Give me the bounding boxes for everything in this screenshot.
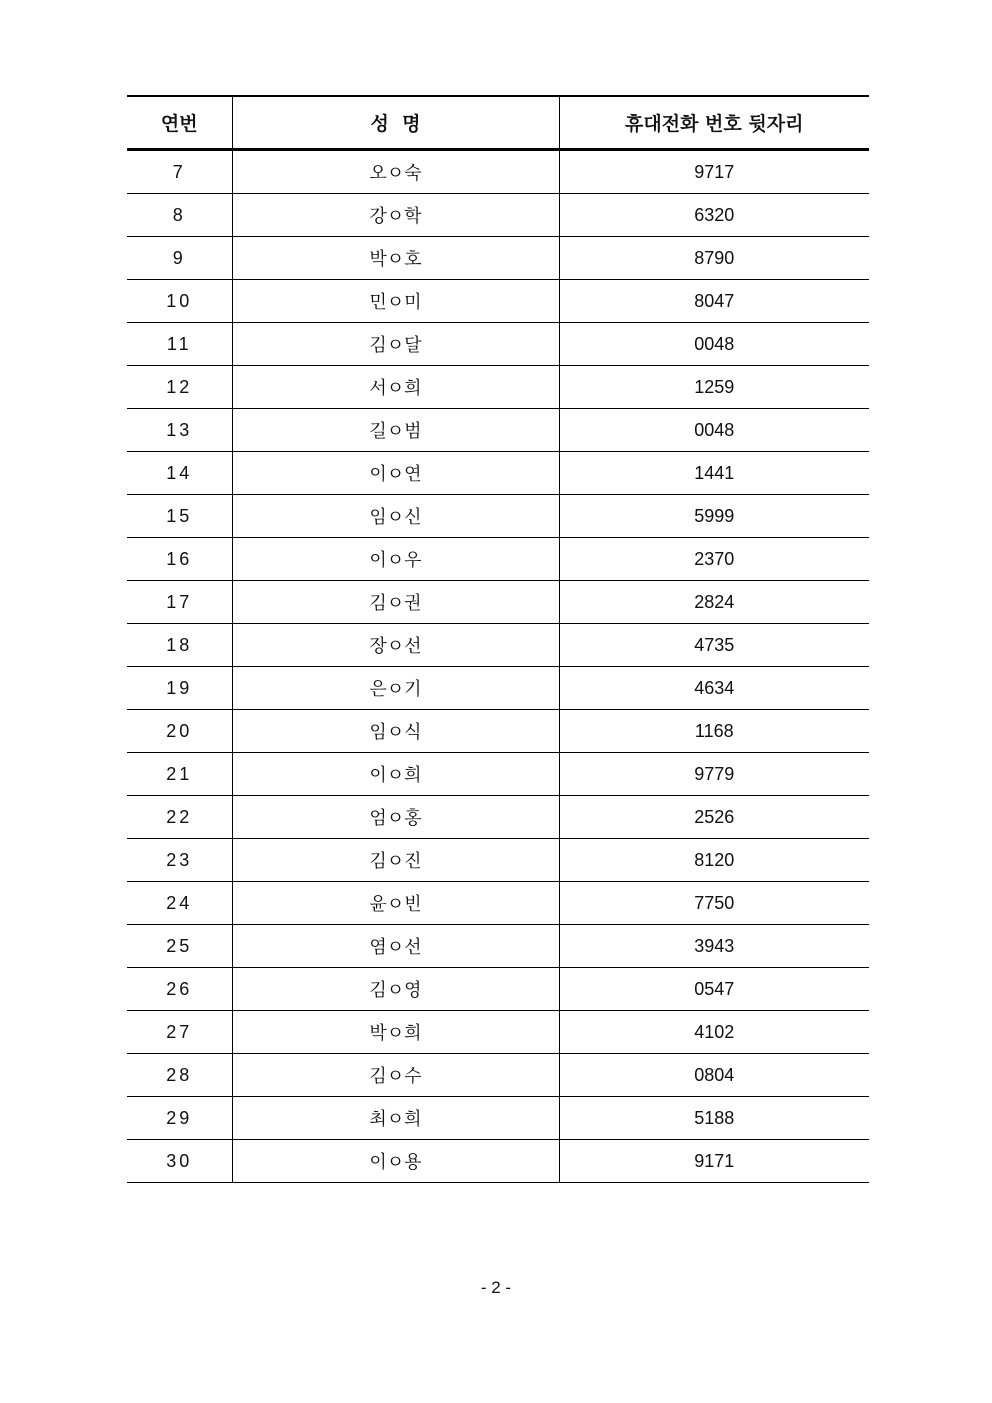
table-row xyxy=(127,409,869,452)
name-cell: 최ㅇ희 xyxy=(232,1097,559,1140)
table-row xyxy=(127,495,869,538)
table-row xyxy=(127,753,869,796)
serial-number-cell: 20 xyxy=(127,710,232,753)
serial-number-cell: 29 xyxy=(127,1097,232,1140)
serial-number-cell: 7 xyxy=(127,150,232,194)
phone-last-digits-cell: 5188 xyxy=(559,1097,869,1140)
phone-last-digits-cell: 8047 xyxy=(559,280,869,323)
phone-last-digits-cell: 4735 xyxy=(559,624,869,667)
name-cell: 김ㅇ달 xyxy=(232,323,559,366)
phone-last-digits-cell: 2824 xyxy=(559,581,869,624)
table-row xyxy=(127,237,869,280)
table-row xyxy=(127,839,869,882)
header-phone-last-digits: 휴대전화 번호 뒷자리 xyxy=(559,96,869,150)
serial-number-cell: 18 xyxy=(127,624,232,667)
name-cell: 박ㅇ희 xyxy=(232,1011,559,1054)
table-row xyxy=(127,323,869,366)
serial-number-cell: 12 xyxy=(127,366,232,409)
name-cell: 임ㅇ신 xyxy=(232,495,559,538)
table-row xyxy=(127,452,869,495)
table-row xyxy=(127,710,869,753)
name-cell: 장ㅇ선 xyxy=(232,624,559,667)
serial-number-cell: 11 xyxy=(127,323,232,366)
phone-last-digits-cell: 6320 xyxy=(559,194,869,237)
table-row xyxy=(127,194,869,237)
phone-last-digits-cell: 0048 xyxy=(559,409,869,452)
table-row xyxy=(127,624,869,667)
phone-last-digits-cell: 2526 xyxy=(559,796,869,839)
table-row xyxy=(127,796,869,839)
name-cell: 김ㅇ진 xyxy=(232,839,559,882)
table-header-row xyxy=(127,96,869,150)
serial-number-cell: 30 xyxy=(127,1140,232,1183)
serial-number-cell: 21 xyxy=(127,753,232,796)
table-row xyxy=(127,1054,869,1097)
table-row xyxy=(127,581,869,624)
table-row xyxy=(127,925,869,968)
name-cell: 오ㅇ숙 xyxy=(232,150,559,194)
phone-last-digits-cell: 5999 xyxy=(559,495,869,538)
serial-number-cell: 10 xyxy=(127,280,232,323)
serial-number-cell: 28 xyxy=(127,1054,232,1097)
phone-last-digits-cell: 4102 xyxy=(559,1011,869,1054)
serial-number-cell: 19 xyxy=(127,667,232,710)
roster-table xyxy=(127,95,869,1183)
name-cell: 은ㅇ기 xyxy=(232,667,559,710)
phone-last-digits-cell: 0804 xyxy=(559,1054,869,1097)
name-cell: 이ㅇ우 xyxy=(232,538,559,581)
phone-last-digits-cell: 4634 xyxy=(559,667,869,710)
name-cell: 김ㅇ권 xyxy=(232,581,559,624)
name-cell: 김ㅇ영 xyxy=(232,968,559,1011)
name-cell: 김ㅇ수 xyxy=(232,1054,559,1097)
table-row xyxy=(127,1097,869,1140)
serial-number-cell: 23 xyxy=(127,839,232,882)
name-cell: 강ㅇ학 xyxy=(232,194,559,237)
serial-number-cell: 25 xyxy=(127,925,232,968)
table-row xyxy=(127,882,869,925)
name-cell: 엄ㅇ홍 xyxy=(232,796,559,839)
table-row xyxy=(127,1011,869,1054)
phone-last-digits-cell: 8790 xyxy=(559,237,869,280)
phone-last-digits-cell: 7750 xyxy=(559,882,869,925)
phone-last-digits-cell: 2370 xyxy=(559,538,869,581)
table-body xyxy=(127,150,869,1183)
table-row xyxy=(127,1140,869,1183)
serial-number-cell: 17 xyxy=(127,581,232,624)
serial-number-cell: 24 xyxy=(127,882,232,925)
phone-last-digits-cell: 1168 xyxy=(559,710,869,753)
phone-last-digits-cell: 9171 xyxy=(559,1140,869,1183)
page-number: - 2 - xyxy=(480,1278,512,1297)
name-cell: 이ㅇ희 xyxy=(232,753,559,796)
name-cell: 민ㅇ미 xyxy=(232,280,559,323)
phone-last-digits-cell: 3943 xyxy=(559,925,869,968)
header-name: 성 명 xyxy=(232,96,559,150)
serial-number-cell: 15 xyxy=(127,495,232,538)
phone-last-digits-cell: 0048 xyxy=(559,323,869,366)
serial-number-cell: 13 xyxy=(127,409,232,452)
table-row xyxy=(127,538,869,581)
table-row xyxy=(127,366,869,409)
phone-last-digits-cell: 9717 xyxy=(559,150,869,194)
name-cell: 임ㅇ식 xyxy=(232,710,559,753)
table-row xyxy=(127,667,869,710)
serial-number-cell: 14 xyxy=(127,452,232,495)
serial-number-cell: 27 xyxy=(127,1011,232,1054)
serial-number-cell: 26 xyxy=(127,968,232,1011)
phone-last-digits-cell: 8120 xyxy=(559,839,869,882)
table-row xyxy=(127,150,869,194)
name-cell: 염ㅇ선 xyxy=(232,925,559,968)
phone-last-digits-cell: 9779 xyxy=(559,753,869,796)
name-cell: 이ㅇ연 xyxy=(232,452,559,495)
phone-last-digits-cell: 1441 xyxy=(559,452,869,495)
table-row xyxy=(127,968,869,1011)
phone-last-digits-cell: 1259 xyxy=(559,366,869,409)
table-row xyxy=(127,280,869,323)
name-cell: 길ㅇ범 xyxy=(232,409,559,452)
name-cell: 서ㅇ희 xyxy=(232,366,559,409)
serial-number-cell: 22 xyxy=(127,796,232,839)
serial-number-cell: 16 xyxy=(127,538,232,581)
serial-number-cell: 9 xyxy=(127,237,232,280)
name-cell: 이ㅇ용 xyxy=(232,1140,559,1183)
header-serial-number: 연번 xyxy=(127,96,232,150)
phone-last-digits-cell: 0547 xyxy=(559,968,869,1011)
serial-number-cell: 8 xyxy=(127,194,232,237)
name-cell: 윤ㅇ빈 xyxy=(232,882,559,925)
name-cell: 박ㅇ호 xyxy=(232,237,559,280)
